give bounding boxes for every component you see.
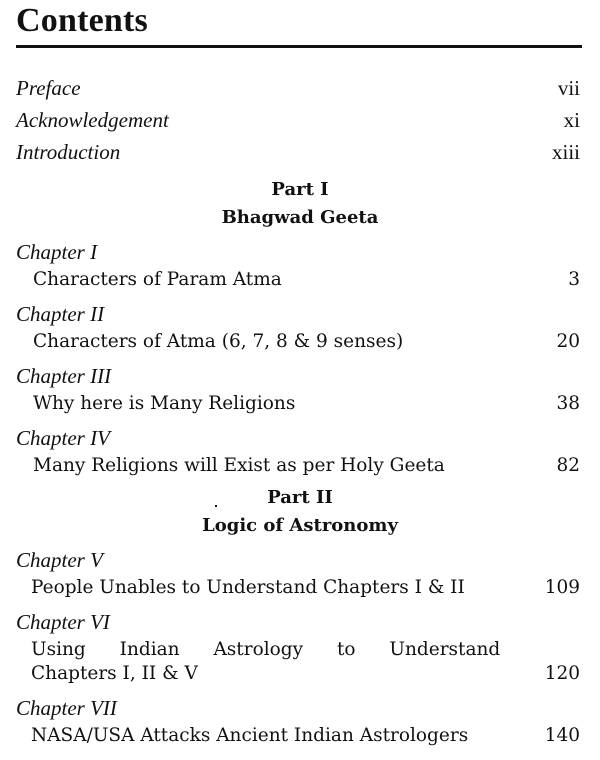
- chapter-5-label: Chapter V: [16, 548, 103, 572]
- chapter-6-label: Chapter VI: [16, 610, 110, 634]
- toc-page-introduction: xiii: [551, 140, 580, 164]
- chapter-6-title-line1[interactable]: Using Indian Astrology to Understand: [31, 639, 501, 660]
- chapter-1-page: 3: [568, 269, 580, 290]
- toc-entry-acknowledgement[interactable]: Acknowledgement: [16, 108, 169, 132]
- chapter-2-label: Chapter II: [16, 302, 105, 326]
- chapter-3-page: 38: [556, 393, 580, 414]
- toc-page-acknowledgement: xi: [563, 108, 580, 132]
- chapter-6-page: 120: [544, 663, 580, 684]
- chapter-6-title-line2[interactable]: Chapters I, II & V: [31, 663, 198, 684]
- chapter-7-title[interactable]: NASA/USA Attacks Ancient Indian Astrologers: [31, 725, 469, 746]
- title-rule: [16, 45, 582, 48]
- part-1-label: Part I: [271, 179, 329, 200]
- chapter-2-page: 20: [556, 331, 580, 352]
- page-title: Contents: [16, 2, 148, 39]
- chapter-7-page: 140: [544, 725, 580, 746]
- chapter-5-title[interactable]: People Unables to Understand Chapters I & II: [31, 577, 465, 598]
- part-2-name: Logic of Astronomy: [202, 515, 398, 536]
- part-1-name: Bhagwad Geeta: [221, 207, 379, 228]
- chapter-3-label: Chapter III: [16, 364, 112, 388]
- chapter-7-label: Chapter VII: [16, 696, 117, 720]
- chapter-4-title[interactable]: Many Religions will Exist as per Holy Geeta: [33, 455, 445, 476]
- chapter-4-label: Chapter IV: [16, 426, 110, 450]
- chapter-1-title[interactable]: Characters of Param Atma: [33, 269, 282, 290]
- chapter-4-page: 82: [556, 455, 580, 476]
- part-2-label: Part II: [267, 487, 333, 508]
- chapter-5-page: 109: [544, 577, 580, 598]
- toc-page-preface: vii: [557, 76, 580, 100]
- chapter-1-label: Chapter I: [16, 240, 98, 264]
- chapter-2-title[interactable]: Characters of Atma (6, 7, 8 & 9 senses): [33, 331, 404, 352]
- chapter-3-title[interactable]: Why here is Many Religions: [33, 393, 296, 414]
- toc-entry-preface[interactable]: Preface: [16, 76, 81, 100]
- toc-entry-introduction[interactable]: Introduction: [16, 140, 121, 164]
